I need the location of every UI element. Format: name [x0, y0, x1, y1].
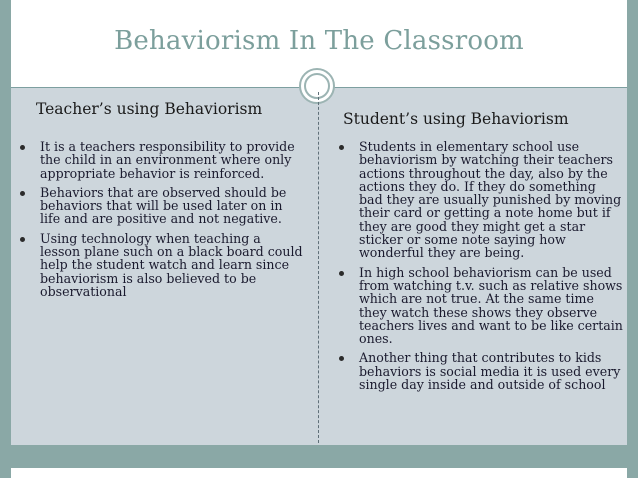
- column-divider: [318, 92, 319, 443]
- bullet-dot-icon: [339, 356, 344, 361]
- bottom-band: [11, 445, 627, 468]
- list-item: [331, 266, 623, 346]
- bullet-dot-icon: [339, 271, 344, 276]
- bullet-text: Students in elementary school use behaviorism by watching their teachers actions throughout the day, also by the actions they do. If they do something bad they are usually punished by moving their card or getting a note home but if they are good they might get a star sticker or some note saying how wonderful they are being.: [359, 139, 622, 261]
- right-accent-bar: [627, 0, 638, 478]
- bullet-text: It is a teachers responsibility to provide the child in an environment where only appropriate behavior is reinforced.: [40, 139, 295, 181]
- ornament-inner-ring: [304, 73, 330, 99]
- list-item: [331, 351, 623, 391]
- bullet-dot-icon: [339, 145, 344, 150]
- list-item: [12, 140, 304, 180]
- list-item: [331, 140, 623, 260]
- list-item: [12, 186, 304, 226]
- list-item: [12, 232, 304, 298]
- left-bullet-list: [12, 140, 304, 304]
- left-column-heading: Teacher’s using Behaviorism: [36, 100, 263, 118]
- bullet-text: In high school behaviorism can be used from watching t.v. such as relative shows which are not true. At the same time they watch these shows they observe teachers lives and want to be like certain ones.: [359, 264, 623, 347]
- left-accent-bar: [0, 0, 11, 478]
- right-bullet-list: [331, 140, 623, 397]
- slide-title: Behaviorism In The Classroom: [114, 26, 524, 56]
- bullet-text: Using technology when teaching a lesson plane such on a black board could help the student watch and learn since behaviorism is also believed to be observational: [40, 230, 303, 299]
- bullet-dot-icon: [20, 145, 25, 150]
- right-column-heading: Student’s using Behaviorism: [343, 110, 569, 128]
- bullet-dot-icon: [20, 237, 25, 242]
- bullet-text: Another thing that contributes to kids behaviors is social media it is used every single day inside and outside of school: [359, 350, 621, 393]
- bullet-dot-icon: [20, 191, 25, 196]
- bullet-text: Behaviors that are observed should be behaviors that will be used later on in life and are positive and not negative.: [40, 184, 287, 227]
